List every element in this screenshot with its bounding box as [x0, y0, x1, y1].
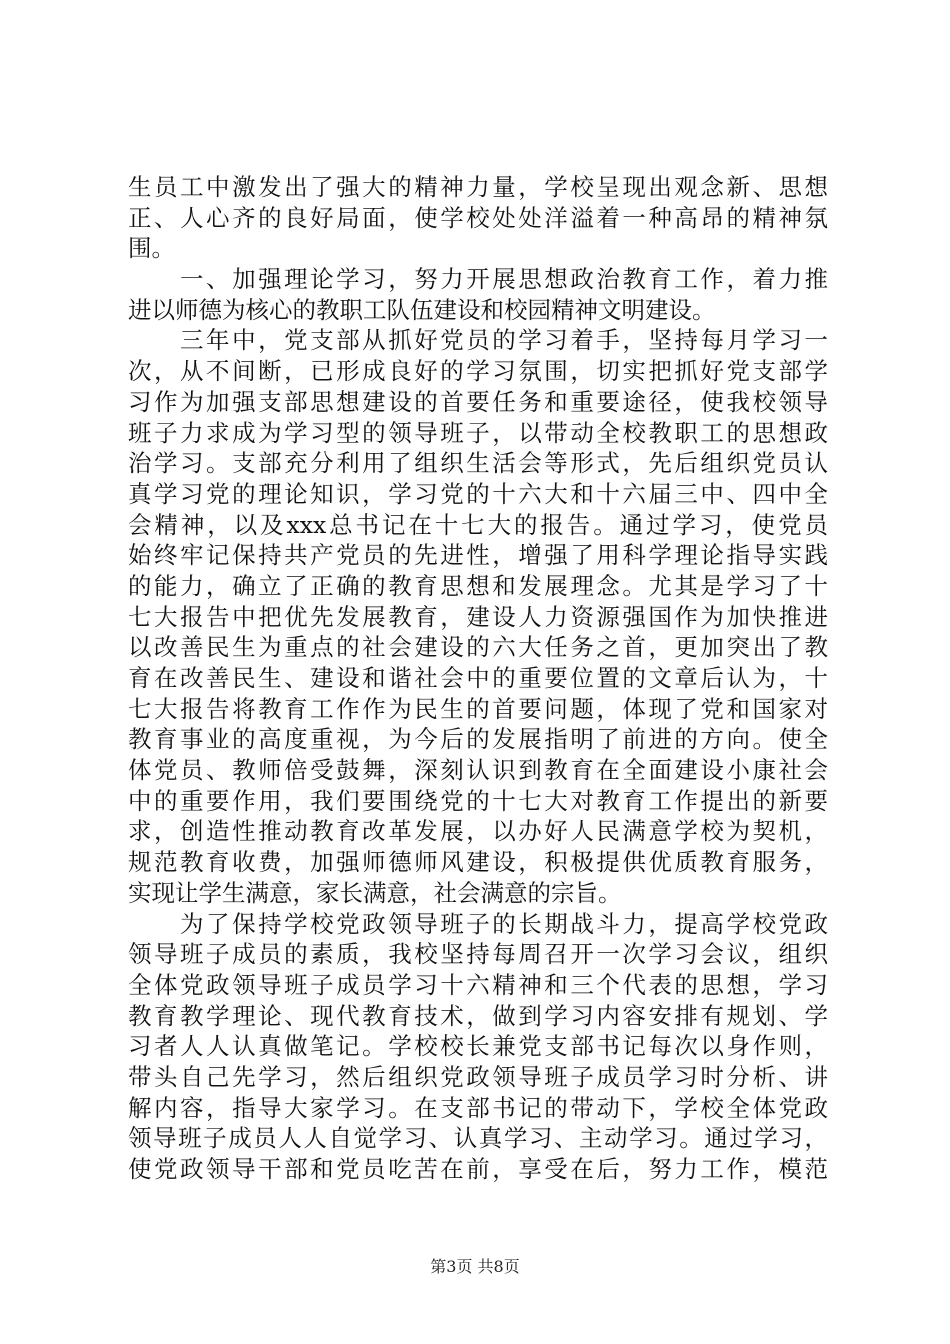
text-line: 求，创造性推动教育改革发展，以办好人民满意学校为契机， [128, 817, 828, 846]
text-line: 育在改善民生、建设和谐社会中的重要位置的文章后认为，十 [128, 664, 828, 692]
text-line: 正、人心齐的良好局面，使学校处处洋溢着一种高昂的精神氛 [128, 203, 828, 232]
text-line: 为了保持学校党政领导班子的长期战斗力，提高学校党政 [128, 909, 828, 938]
text-line: 中的重要作用，我们要围绕党的十七大对教育工作提出的新要 [128, 786, 828, 815]
text-line: 始终牢记保持共产党员的先进性，增强了用科学理论指导实践 [128, 541, 828, 570]
text-line: 教育事业的高度重视，为今后的发展指明了前进的方向。使全 [128, 725, 828, 754]
text-line: 三年中，党支部从抓好党员的学习着手，坚持每月学习一 [128, 326, 828, 355]
text-line: 教育教学理论、现代教育技术，做到学习内容安排有规划、学 [128, 1001, 828, 1030]
text-line: 带头自己先学习，然后组织党政领导班子成员学习时分析、讲 [128, 1062, 828, 1091]
text-line: 习作为加强支部思想建设的首要任务和重要途径，使我校领导 [128, 387, 828, 416]
page-number-footer: 第3页 共8页 [430, 1257, 520, 1276]
text-line: 会精神，以及xxx总书记在十七大的报告。通过学习，使党员 [128, 510, 828, 539]
text-line: 进以师德为核心的教职工队伍建设和校园精神文明建设。 [128, 295, 716, 324]
text-line: 习者人人认真做笔记。学校校长兼党支部书记每次以身作则， [128, 1032, 828, 1061]
text-line: 规范教育收费，加强师德师风建设，积极提供优质教育服务， [128, 848, 828, 877]
body-text [128, 172, 828, 1185]
text-line: 真学习党的理论知识，学习党的十六大和十六届三中、四中全 [128, 479, 828, 508]
text-line: 领导班子成员的素质，我校坚持每周召开一次学习会议，组织 [128, 940, 828, 969]
text-line: 解内容，指导大家学习。在支部书记的带动下，学校全体党政 [128, 1093, 828, 1122]
text-line: 七大报告将教育工作作为民生的首要问题，体现了党和国家对 [128, 694, 828, 723]
text-line: 以改善民生为重点的社会建设的六大任务之首，更加突出了教 [128, 633, 828, 662]
text-line: 的能力，确立了正确的教育思想和发展理念。尤其是学习了十 [128, 571, 828, 600]
text-line: 班子力求成为学习型的领导班子，以带动全校教职工的思想政 [128, 418, 828, 447]
text-line: 全体党政领导班子成员学习十六精神和三个代表的思想，学习 [128, 970, 828, 999]
text-line: 体党员、教师倍受鼓舞，深刻认识到教育在全面建设小康社会 [128, 756, 828, 785]
text-line: 围。 [128, 234, 175, 263]
text-line: 实现让学生满意，家长满意，社会满意的宗旨。 [128, 878, 622, 907]
text-line: 治学习。支部充分利用了组织生活会等形式，先后组织党员认 [128, 449, 828, 478]
text-line: 一、加强理论学习，努力开展思想政治教育工作，着力推 [128, 265, 828, 294]
text-line: 次，从不间断，已形成良好的学习氛围，切实把抓好党支部学 [128, 357, 828, 386]
text-line: 七大报告中把优先发展教育，建设人力资源强国作为加快推进 [128, 602, 828, 631]
text-line: 领导班子成员人人自觉学习、认真学习、主动学习。通过学习， [128, 1124, 828, 1153]
text-line: 生员工中激发出了强大的精神力量，学校呈现出观念新、思想 [128, 173, 828, 201]
text-line: 使党政领导干部和党员吃苦在前，享受在后，努力工作，模范 [128, 1155, 828, 1183]
